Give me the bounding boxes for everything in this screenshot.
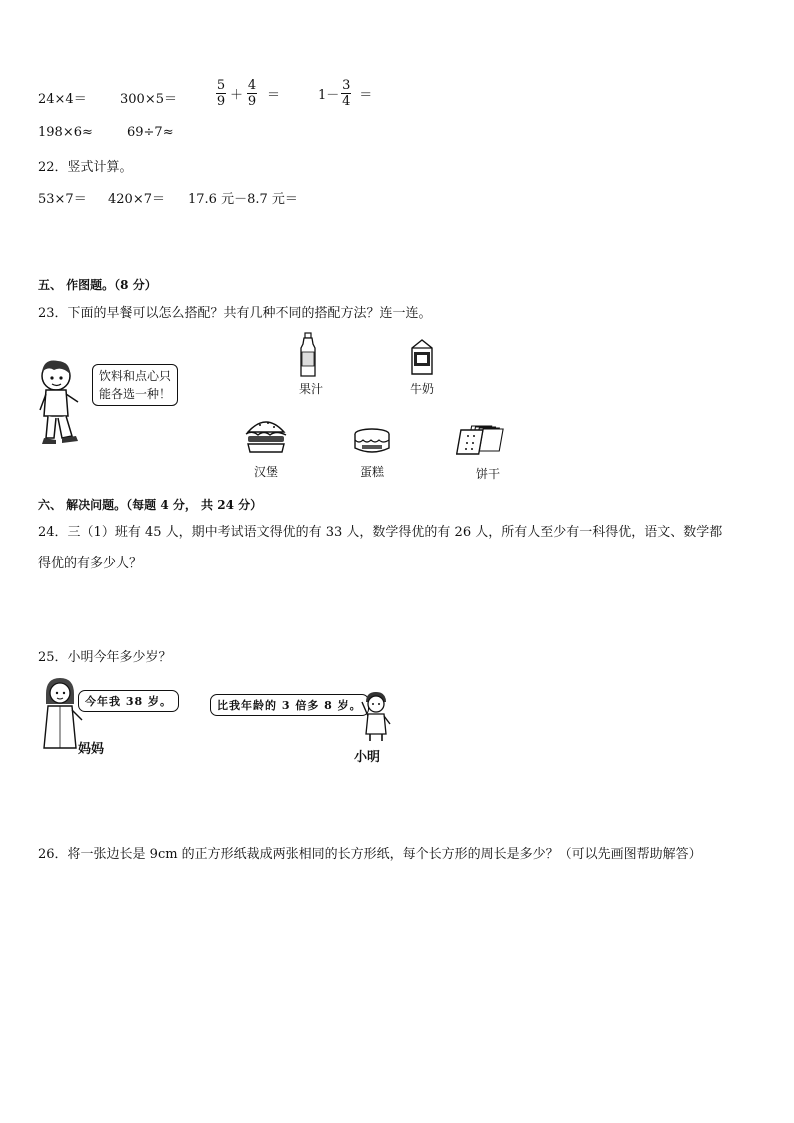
numerator: 3	[342, 78, 351, 93]
boy-speech-bubble	[92, 364, 178, 406]
hamburger-icon	[244, 414, 288, 456]
q24-line-2: 得优的有多少人？	[38, 556, 143, 571]
xiaoming-name-label: 小明	[354, 750, 381, 765]
q24-line-1: 24．三（1）班有 45 人，期中考试语文得优的有 33 人，数学得优的有 26 人，所有人至少有一科得优，语文、数学都	[38, 525, 723, 540]
xiaoming-figure	[358, 690, 394, 742]
snack-label-cake: 蛋糕	[359, 465, 384, 479]
section-6-heading: 六、 解决问题。（每题 4 分， 共 24 分）	[38, 498, 263, 512]
q22-expr-3: 17.6 元－8.7 元＝	[188, 192, 298, 207]
q22-expr-1: 53×7＝	[38, 192, 87, 207]
q23-question: 23．下面的早餐可以怎么搭配？共有几种不同的搭配方法？连一连。	[38, 306, 432, 321]
cake-icon	[352, 426, 392, 456]
biscuit-icon	[456, 424, 512, 456]
equals-sign: ＝	[359, 88, 373, 103]
denominator: 9	[216, 94, 226, 109]
q22-expr-2: 420×7＝	[108, 192, 165, 207]
xiaoming-speech-text: 比我年龄的 3 倍多 8 岁。	[210, 694, 369, 716]
bubble-line-1: 饮料和点心只	[99, 369, 172, 383]
calc-300x5: 300×5＝	[120, 92, 177, 107]
fraction-4-9	[247, 78, 257, 109]
snack-label-biscuit: 饼干	[475, 467, 500, 481]
numerator: 5	[216, 78, 226, 93]
mom-speech-text: 今年我 38 岁。	[78, 690, 179, 712]
xiaoming-speech-bubble	[210, 694, 369, 716]
drink-label-juice: 果汁	[298, 382, 323, 396]
calc-69div7: 69÷7≈	[127, 125, 174, 140]
numerator: 4	[247, 78, 257, 93]
boy-figure	[32, 356, 94, 448]
fraction-5-9	[216, 78, 226, 109]
one-minus: 1－	[318, 88, 340, 103]
plus-sign: ＋	[230, 88, 244, 103]
q26-question: 26．将一张边长是 9cm 的正方形纸裁成两张相同的长方形纸，每个长方形的周长是多少？（可以先画图帮助解答）	[38, 847, 702, 862]
denominator: 4	[342, 94, 351, 109]
mom-speech-bubble	[78, 690, 179, 712]
snack-label-hamburger: 汉堡	[253, 465, 278, 479]
section-5-heading: 五、 作图题。（8 分）	[38, 278, 157, 292]
milk-carton-icon	[408, 338, 436, 376]
q25-question: 25．小明今年多少岁？	[38, 650, 172, 665]
drink-label-milk: 牛奶	[409, 382, 434, 396]
fraction-3-4	[341, 78, 351, 109]
calc-198x6: 198×6≈	[38, 125, 93, 140]
juice-bottle-icon	[298, 332, 318, 378]
denominator: 9	[247, 94, 257, 109]
mom-name-label: 妈妈	[78, 742, 105, 757]
fraction-addition	[216, 78, 280, 109]
fraction-subtraction	[318, 78, 372, 109]
bubble-line-2: 能各选一种！	[99, 387, 172, 401]
equals-sign: ＝	[267, 88, 281, 103]
calc-24x4: 24×4＝	[38, 92, 87, 107]
q22-title: 22．竖式计算。	[38, 160, 133, 175]
